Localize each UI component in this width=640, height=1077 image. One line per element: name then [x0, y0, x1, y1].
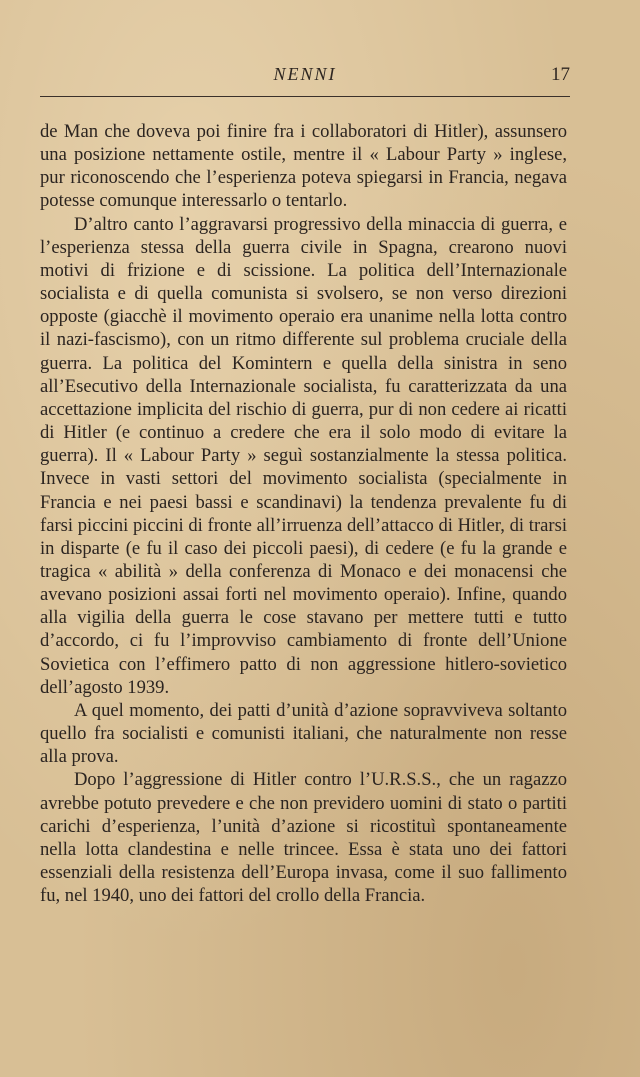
running-head: [40, 62, 570, 97]
paragraph: D’altro canto l’aggravarsi progressivo della minaccia di guerra, e l’esperienza stessa della guerra civile in Spagna, crearono nuovi motivi di frizione e di scissione. La politica dell’Internazionale socialista e di quella comunista si svolsero, se non verso direzioni opposte (giacchè il movimento operaio era unanime nella lotta contro il nazi-fascismo), con un ritmo differente sul problema cruciale della guerra. La politica del Komintern e quella della sinistra in seno all’Esecutivo della Internazionale socialista, fu caratterizzata da una accettazione implicita del rischio di guerra, pur di non cedere ai ricatti di Hitler (e continuo a credere che era il solo modo di evitare la guerra). Il « Labour Party » seguì sostanzialmente la stessa politica. Invece in vasti settori del movimento socialista (specialmente in Francia e nei paesi bassi e scandinavi) la tendenza prevalente fu di farsi piccini piccini di fronte all’irruenza dell’attacco di Hitler, di trarsi in disparte (e fu il caso dei piccoli paesi), di cedere (e fu la grande e tragica « abilità » della conferenza di Monaco e dei monacensi che avevano posizioni assai forti nel movimento operaio). Infine, quando alla vigilia della guerra le cose stavano per mettere tutti e tutto d’accordo, ci fu l’improvviso cambiamento di fronte dell’Unione Sovietica con l’effimero patto di non aggressione hitlero-sovietico dell’agosto 1939.: [40, 213, 567, 698]
page-number: 17: [551, 64, 570, 85]
paragraph: de Man che doveva poi finire fra i collaboratori di Hitler), assunsero una posizione nettamente ostile, mentre il « Labour Party » inglese, pur riconoscendo che l’esperienza poteva spiegarsi in Francia, negava potesse comunque interessarlo o tentarlo.: [40, 121, 567, 212]
running-head-title: NENNI: [273, 64, 337, 84]
body-text: [40, 120, 567, 907]
paragraph: A quel momento, dei patti d’unità d’azione sopravviveva soltanto quello fra socialisti e comunisti italiani, che naturalmente non resse alla prova.: [40, 699, 567, 768]
paragraph: Dopo l’aggressione di Hitler contro l’U.R.S.S., che un ragazzo avrebbe potuto prevedere e che non previdero uomini di stato o partiti carichi d’esperienza, l’unità d’azione si ricostituì spontaneamente nella lotta clandestina e nelle trincee. Essa è stata uno dei fattori essenziali della resistenza dell’Europa invasa, come il suo fallimento fu, nel 1940, uno dei fattori del crollo della Francia.: [40, 769, 567, 907]
